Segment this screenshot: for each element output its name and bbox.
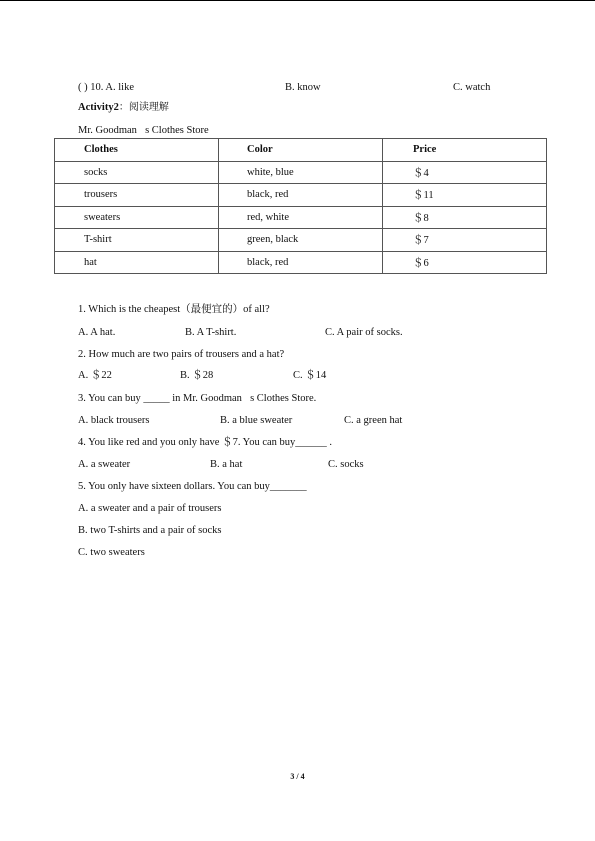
q3-stem: 3. You can buy _____ in Mr. Goodman s Clothes Store. bbox=[78, 393, 317, 404]
activity-label: Activity2 bbox=[78, 102, 119, 113]
q10-stem: ( ) 10. A. like bbox=[78, 82, 134, 93]
table-row bbox=[55, 161, 547, 184]
q10-option-b: B. know bbox=[285, 82, 321, 93]
q2-option-b: B. ＄28 bbox=[180, 370, 214, 381]
cell-price: ＄6 bbox=[383, 251, 547, 274]
cell-price: ＄8 bbox=[383, 206, 547, 229]
table-row bbox=[55, 251, 547, 274]
cell-clothes: hat bbox=[55, 251, 219, 274]
q4-option-c: C. socks bbox=[328, 459, 364, 470]
q1-stem: 1. Which is the cheapest（最便宜的）of all? bbox=[78, 304, 270, 315]
q2-option-a: A. ＄22 bbox=[78, 370, 112, 381]
q10-option-c: C. watch bbox=[453, 82, 491, 93]
q3-option-a: A. black trousers bbox=[78, 415, 150, 426]
cell-color: white, blue bbox=[219, 161, 383, 184]
table-row bbox=[55, 229, 547, 252]
clothes-table bbox=[54, 138, 547, 274]
cell-price: ＄4 bbox=[383, 161, 547, 184]
header-clothes: Clothes bbox=[55, 139, 219, 162]
cell-color: black, red bbox=[219, 251, 383, 274]
cell-clothes: trousers bbox=[55, 184, 219, 207]
q5-stem: 5. You only have sixteen dollars. You can buy_______ bbox=[78, 481, 307, 492]
header-price: Price bbox=[383, 139, 547, 162]
q3-option-b: B. a blue sweater bbox=[220, 415, 293, 426]
cell-price: ＄7 bbox=[383, 229, 547, 252]
q5-option-a: A. a sweater and a pair of trousers bbox=[78, 503, 222, 514]
header-color: Color bbox=[219, 139, 383, 162]
cell-clothes: socks bbox=[55, 161, 219, 184]
q5-option-c: C. two sweaters bbox=[78, 547, 145, 558]
table-row bbox=[55, 206, 547, 229]
q5-option-b: B. two T-shirts and a pair of socks bbox=[78, 525, 222, 536]
q4-stem: 4. You like red and you only have ＄7. You can buy______ . bbox=[78, 437, 333, 448]
q3-option-c: C. a green hat bbox=[344, 415, 403, 426]
table-header-row bbox=[55, 139, 547, 162]
q1-option-a: A. A hat. bbox=[78, 327, 116, 338]
store-title: Mr. Goodman s Clothes Store bbox=[78, 125, 209, 136]
activity-heading bbox=[78, 101, 169, 115]
cell-color: green, black bbox=[219, 229, 383, 252]
q2-stem: 2. How much are two pairs of trousers and a hat? bbox=[78, 349, 285, 360]
q4-option-b: B. a hat bbox=[210, 459, 243, 470]
top-rule bbox=[0, 0, 595, 1]
cell-color: red, white bbox=[219, 206, 383, 229]
q2-option-c: C. ＄14 bbox=[293, 370, 327, 381]
cell-price: ＄11 bbox=[383, 184, 547, 207]
page-number: 3 / 4 bbox=[290, 772, 305, 781]
cell-color: black, red bbox=[219, 184, 383, 207]
cell-clothes: T-shirt bbox=[55, 229, 219, 252]
q4-option-a: A. a sweater bbox=[78, 459, 131, 470]
cell-clothes: sweaters bbox=[55, 206, 219, 229]
q1-option-b: B. A T-shirt. bbox=[185, 327, 237, 338]
activity-cn: ：阅读理解 bbox=[118, 102, 169, 113]
q1-option-c: C. A pair of socks. bbox=[325, 327, 403, 338]
table-row bbox=[55, 184, 547, 207]
